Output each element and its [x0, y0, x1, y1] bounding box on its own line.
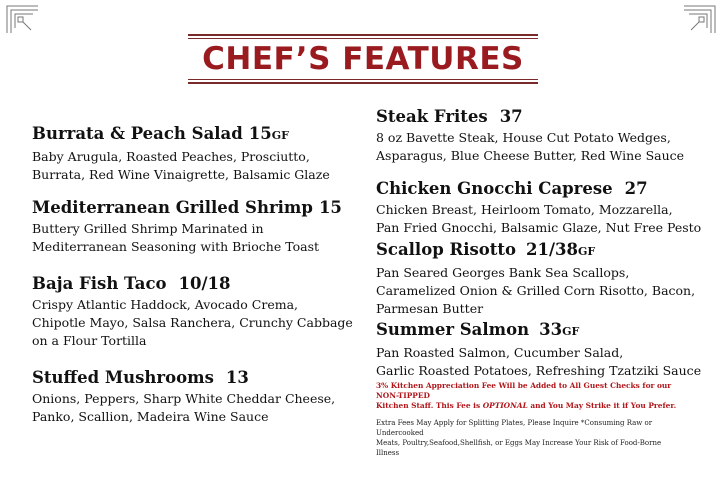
title-banner — [188, 34, 538, 84]
dish-price: 37 — [499, 107, 523, 126]
title-rule — [188, 34, 538, 36]
menu-item-steak-frites — [376, 107, 706, 165]
art-deco-corner-icon — [5, 4, 39, 34]
menu-item-heading — [376, 179, 706, 199]
dish-name: Baja Fish Taco — [32, 274, 167, 293]
dish-name: Scallop Risotto — [376, 240, 517, 259]
extra-fees-note: Extra Fees May Apply for Splitting Plates, Please Inquire *Consuming Raw or Undercooked Meats, Poultry,Seafood,Shellfish, or Eggs May Increase Your Risk of Food-Borne Illness — [376, 419, 662, 457]
dish-price: 13 — [225, 368, 249, 387]
dish-name: Stuffed Mushrooms — [32, 368, 214, 387]
fee-notes — [376, 381, 681, 458]
dish-name: Mediterranean Grilled Shrimp — [32, 198, 313, 217]
gluten-free-badge: GF — [562, 325, 580, 338]
title-rule — [188, 79, 538, 80]
gluten-free-badge: GF — [271, 129, 289, 142]
menu-item-burrata-peach-salad — [32, 124, 362, 184]
kitchen-fee-note: 3% Kitchen Appreciation Fee Will be Added to All Guest Checks for our NON-TIPPED Kitchen Staff. This Fee is OPTIONAL and You May Strike it if You Prefer. — [376, 381, 677, 410]
menu-item-chicken-gnocchi-caprese — [376, 179, 706, 237]
dish-price: 33 — [539, 320, 563, 339]
menu-item-heading — [376, 240, 706, 262]
title-rule — [188, 38, 538, 39]
menu-item-scallop-risotto — [376, 240, 706, 318]
dish-description: Onions, Peppers, Sharp White Cheddar Cheese, Panko, Scallion, Madeira Wine Sauce — [32, 391, 336, 424]
dish-name: Summer Salmon — [376, 320, 530, 339]
page-title: CHEF’S FEATURES — [202, 41, 524, 77]
menu-item-stuffed-mushrooms — [32, 368, 362, 426]
menu-item-heading — [32, 274, 362, 294]
dish-name: Chicken Gnocchi Caprese — [376, 179, 613, 198]
dish-price: 15 — [318, 198, 342, 217]
menu-item-mediterranean-grilled-shrimp — [32, 198, 362, 256]
dish-description: 8 oz Bavette Steak, House Cut Potato Wedges, Asparagus, Blue Cheese Butter, Red Wine Sauce — [376, 130, 685, 163]
dish-description: Buttery Grilled Shrimp Marinated in Mediterranean Seasoning with Brioche Toast — [32, 221, 320, 254]
title-rule — [188, 82, 538, 84]
dish-description: Baby Arugula, Roasted Peaches, Prosciutto, Burrata, Red Wine Vinaigrette, Balsamic Glaze — [32, 149, 330, 182]
dish-price: 10/18 — [178, 274, 231, 293]
menu-item-heading — [376, 107, 706, 127]
dish-name: Steak Frites — [376, 107, 488, 126]
dish-price: 21/38 — [526, 240, 578, 259]
dish-description: Chicken Breast, Heirloom Tomato, Mozzarella, Pan Fried Gnocchi, Balsamic Glaze, Nut Free Pesto — [376, 202, 702, 235]
dish-price: 15 — [248, 124, 272, 143]
gluten-free-badge: GF — [577, 245, 596, 258]
dish-description: Pan Roasted Salmon, Cucumber Salad, Garlic Roasted Potatoes, Refreshing Tzatziki Sauce — [376, 345, 702, 378]
menu-item-summer-salmon — [376, 320, 706, 380]
menu-item-baja-fish-taco — [32, 274, 362, 350]
menu-item-heading — [376, 320, 706, 342]
dish-price: 27 — [624, 179, 648, 198]
menu-item-heading — [32, 198, 362, 218]
menu-item-heading — [32, 124, 362, 146]
art-deco-corner-icon — [683, 4, 717, 34]
dish-description: Crispy Atlantic Haddock, Avocado Crema, Chipotle Mayo, Salsa Ranchera, Crunchy Cabbage on a Flour Tortilla — [32, 297, 353, 348]
dish-description: Pan Seared Georges Bank Sea Scallops, Caramelized Onion & Grilled Corn Risotto, Bacon, Parmesan Butter — [376, 265, 696, 316]
dish-name: Burrata & Peach Salad — [32, 124, 243, 143]
menu-item-heading — [32, 368, 362, 388]
